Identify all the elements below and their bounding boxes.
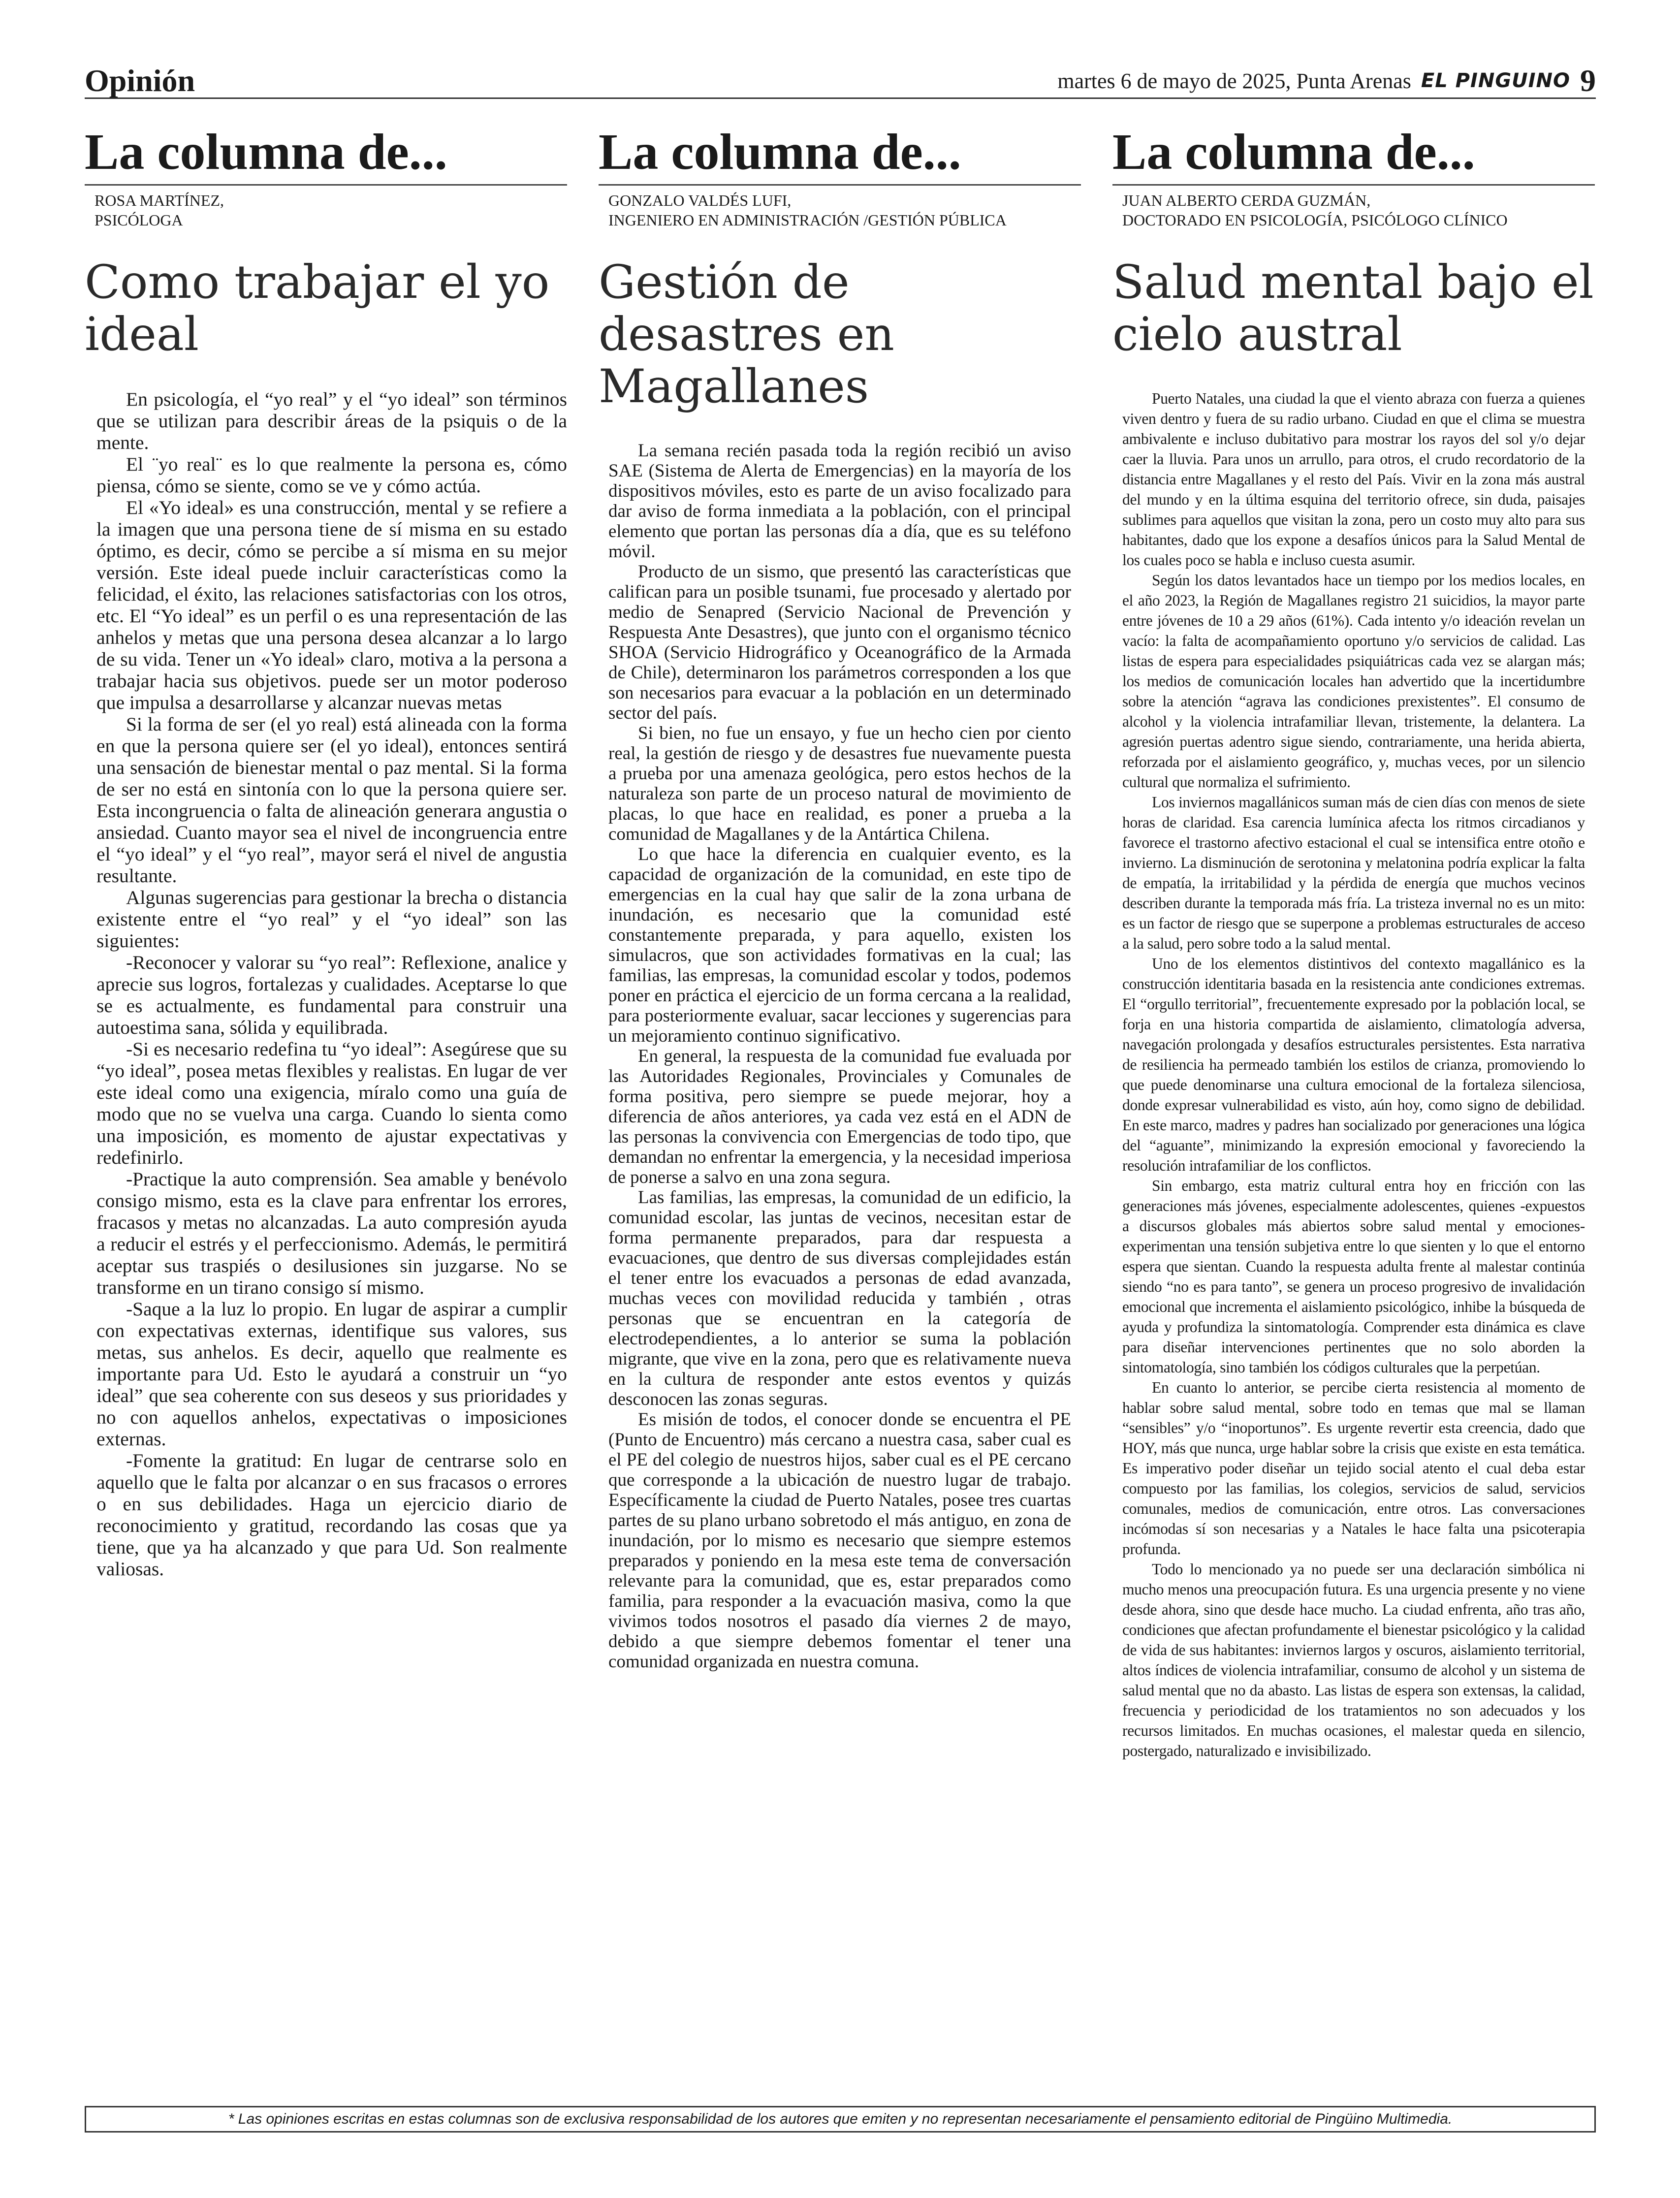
- article-paragraph: -Fomente la gratitud: En lugar de centrarse solo en aquello que le falta por alcanzar o en sus fracasos o errores o en sus debilidades. Haga un ejercicio diario de reconocimiento y gratitud, recordando las cosas que ya tiene, que ya ha alcanzado y que para Ud. Son realmente valiosas.: [96, 1450, 567, 1580]
- article-paragraph: Es misión de todos, el conocer donde se encuentra el PE (Punto de Encuentro) más cercano a nuestra casa, saber cual es el PE del colegio de nuestros hijos, saber cual es el PE cercano que corresponde a la ubicación de nuestro lugar de trabajo. Específicamente la ciudad de Puerto Natales, posee tres cuartas partes de su plano urbano sobretodo el más antiguo, en zona de inundación, por lo mismo es necesario que siempre estemos preparados y poniendo en la mesa este tema de conversación relevante para la comunidad, que es, estar preparados como familia, para responder a la evacuación masiva, como la que vivimos todos nosotros el pasado día viernes 2 de mayo, debido a que siempre debemos fomentar el tener una comunidad organizada en nuestra comuna.: [608, 1409, 1071, 1672]
- author-role: DOCTORADO EN PSICOLOGÍA, PSICÓLOGO CLÍNICO: [1122, 211, 1508, 229]
- author-byline: [608, 191, 1081, 230]
- section-label: Opinión: [85, 63, 195, 98]
- column-kicker: La columna de...: [599, 123, 1081, 186]
- article-paragraph: -Saque a la luz lo propio. En lugar de aspirar a cumplir con expectativas externas, identifique sus valores, sus metas, sus anhelos. Es decir, aquello que realmente es importante para Ud. Esto le ayudará a construir un “yo ideal” que sea coherente con sus deseos y sus prioridades y no con aquellos anhelos, expectativas o imposiciones externas.: [96, 1298, 567, 1450]
- newspaper-logo: EL PINGUINO: [1421, 69, 1570, 92]
- disclaimer-text: * Las opiniones escritas en estas columnas son de exclusiva responsabilidad de los autores que emiten y no representan necesariamente el pensamiento editorial de Pingüino Multimedia.: [228, 2111, 1453, 2127]
- article-paragraph: Lo que hace la diferencia en cualquier evento, es la capacidad de organización de la comunidad, en este tipo de emergencias en la cual hay que salir de la zona urbana de inundación, es necesario que la comunidad esté constantemente preparada, y para aquello, existen los simulacros, que son actividades formativas en la cual; las familias, las empresas, la comunidad escolar y todos, podemos poner en práctica el ejercicio de un forma cercana a la realidad, para posteriormente evaluar, sacar lecciones y sugerencias para un mejoramiento continuo significativo.: [608, 844, 1071, 1046]
- article-paragraph: En cuanto lo anterior, se percibe cierta resistencia al momento de hablar sobre salud mental, sobre todo en temas que mal se llaman “sensibles” y/o “inoportunos”. Es urgente revertir esta creencia, dado que HOY, más que nunca, urge hablar sobre la crisis que existe en esta temática. Es imperativo poder diseñar un tejido social atento el cual deba estar compuesto por las familias, los colegios, servicios de salud, servicios comunales, medios de comunicación, entre otros. Las conversaciones incómodas sí son necesarias y a Natales le hace falta una psicoterapia profunda.: [1122, 1379, 1585, 1558]
- article-paragraph: Algunas sugerencias para gestionar la brecha o distancia existente entre el “yo real” y el “yo ideal” son las siguientes:: [96, 887, 567, 952]
- column-kicker: La columna de...: [1112, 123, 1595, 186]
- article-paragraph: Los inviernos magallánicos suman más de cien días con menos de siete horas de claridad. Esa carencia lumínica afecta los ritmos circadianos y favorece el trastorno afectivo estacional el cual se intensifica entre otoño e invierno. La disminución de serotonina y melatonina podría explicar la falta de empatía, la irritabilidad y la pérdida de energía que muchos vecinos describen durante la temporada más fría. La tristeza invernal no es un mito: es un factor de riesgo que se superpone a problemas estructurales de acceso a la salud, pero sobre todo a la salud mental.: [1122, 794, 1585, 952]
- article-paragraph: -Reconocer y valorar su “yo real”: Reflexione, analice y aprecie sus logros, fortalezas y cualidades. Aceptarse lo que se es actualmente, es fundamental para construir una autoestima sana, sólida y equilibrada.: [96, 952, 567, 1038]
- article-paragraph: Las familias, las empresas, la comunidad de un edificio, la comunidad escolar, las juntas de vecinos, necesitan estar de forma permanente preparados, para dar respuesta a evacuaciones, que dentro de sus diversas complejidades están el tener entre los evacuados a personas de edad avanzada, muchas veces con movilidad reducida y también , otras personas que se encuentran en la categoría de electrodependientes, a lo anterior se suma la población migrante, que vive en la zona, pero que es relativamente nueva en la cultura de responder ante estos eventos y quizás desconocen las zonas seguras.: [608, 1187, 1071, 1409]
- author-byline: [95, 191, 567, 230]
- opinion-column-3: [1112, 123, 1595, 1761]
- article-paragraph: Si bien, no fue un ensayo, y fue un hecho cien por ciento real, la gestión de riesgo y de desastres fue nuevamente puesta a prueba por una amenaza geológica, pero estos hechos de la naturaleza son parte de un proceso natural de movimiento de placas, lo que hace en realidad, es poner a prueba a la comunidad de Magallanes y de la Antártica Chilena.: [608, 723, 1071, 844]
- opinion-column-1: [85, 123, 567, 1580]
- page-header: [85, 63, 1596, 99]
- article-headline: Salud mental bajo el cielo austral: [1112, 255, 1594, 361]
- article-paragraph: Si la forma de ser (el yo real) está alineada con la forma en que la persona quiere ser (el yo ideal), entonces sentirá una sensación de bienestar mental o paz mental. Si la forma de ser no está en sintonía con lo que la persona quiere ser. Esta incongruencia o falta de alineación generara angustia o ansiedad. Cuanto mayor sea el nivel de incongruencia entre el “yo ideal” y el “yo real”, mayor será el nivel de angustia resultante.: [96, 713, 567, 887]
- article-paragraph: -Si es necesario redefina tu “yo ideal”: Asegúrese que su “yo ideal”, posea metas flexibles y realistas. En lugar de ver este ideal como una exigencia, míralo como una guía de modo que no se vuelva una carga. Cuando lo sienta como una imposición, es momento de ajustar expectativas y redefinirlo.: [96, 1038, 567, 1168]
- author-name: ROSA MARTÍNEZ,: [95, 191, 224, 209]
- article-paragraph: Todo lo mencionado ya no puede ser una declaración simbólica ni mucho menos una preocupación futura. Es una urgencia presente y no viene desde ahora, sino que desde hace mucho. La ciudad enfrenta, año tras año, condiciones que afectan profundamente el bienestar psicológico y la calidad de vida de sus habitantes: inviernos largos y oscuros, aislamiento territorial, altos índices de violencia intrafamiliar, consumo de alcohol y un sistema de salud mental que no da abasto. Las listas de espera son extensas, la calidad, frecuencia y periodicidad de los tratamientos no son adecuados y los recursos limitados. En muchas ocasiones, el malestar queda en silencio, postergado, naturalizado e invisibilizado.: [1122, 1561, 1585, 1759]
- article-paragraph: El ¨yo real¨ es lo que realmente la persona es, cómo piensa, cómo se siente, como se ve y cómo actúa.: [96, 453, 567, 497]
- page-number: 9: [1580, 63, 1596, 98]
- opinion-column-2: [599, 123, 1081, 1672]
- disclaimer-box: [85, 2106, 1596, 2133]
- article-paragraph: -Practique la auto comprensión. Sea amable y benévolo consigo mismo, esta es la clave para enfrentar los errores, fracasos y metas no alcanzadas. La auto compresión ayuda a reducir el estrés y el perfeccionismo. Además, le permitirá aceptar sus traspiés o desilusiones sin juzgarse. No se transforme en un tirano consigo sí mismo.: [96, 1168, 567, 1298]
- article-paragraph: Según los datos levantados hace un tiempo por los medios locales, en el año 2023, la Región de Magallanes registro 21 suicidios, la mayor parte entre jóvenes de 10 a 29 años (61%). Cada intento y/o ideación revelan un vacío: la falta de acompañamiento oportuno y/o servicios de calidad. Las listas de espera para especialidades psiquiátricas cada vez se alargan más; los medios de comunicación locales han advertido que la incertidumbre sobre la atención “agrava las condiciones prexistentes”. El consumo de alcohol y la violencia intrafamiliar llevan, tristemente, la delantera. La agresión puertas adentro sigue siendo, contrariamente, una herida abierta, reforzada por el aislamiento geográfico, y, muchas veces, por un silencio cultural que normaliza el sufrimiento.: [1122, 572, 1585, 791]
- article-headline: Como trabajar el yo ideal: [85, 255, 550, 361]
- author-name: GONZALO VALDÉS LUFI,: [608, 191, 792, 209]
- article-paragraph: Producto de un sismo, que presentó las características que califican para un posible tsunami, fue procesado y alertado por medio de Senapred (Servicio Nacional de Prevención y Respuesta Ante Desastres), que junto con el organismo técnico SHOA (Servicio Hidrográfico y Oceanográfico de la Armada de Chile), determinaron los parámetros corresponden a los que son necesarios para evacuar a la población en un determinado sector del país.: [608, 562, 1071, 723]
- author-name: JUAN ALBERTO CERDA GUZMÁN,: [1122, 191, 1371, 209]
- article-paragraph: El «Yo ideal» es una construcción, mental y se refiere a la imagen que una persona tiene de sí misma en su estado óptimo, es decir, cómo se percibe a sí misma en su mejor versión. Este ideal puede incluir características como la felicidad, el éxito, las relaciones satisfactorias con los otros, etc. El “Yo ideal” es un perfil o es una representación de las anhelos y metas que una persona desea alcanzar a lo largo de su vida. Tener un «Yo ideal» claro, motiva a la persona a trabajar hacia sus objetivos. puede ser un motor poderoso que impulsa a desarrollarse y alcanzar nuevas metas: [96, 497, 567, 713]
- publication-date: martes 6 de mayo de 2025, Punta Arenas: [1057, 68, 1411, 93]
- article-headline: Gestión de desastres en Magallanes: [599, 255, 894, 414]
- header-meta: [1057, 63, 1596, 98]
- article-paragraph: La semana recién pasada toda la región recibió un aviso SAE (Sistema de Alerta de Emergencias) en la mayoría de los dispositivos móviles, esto es parte de un aviso focalizado para dar aviso de forma inmediata a la población, con el principal elemento que portan las personas día a día, que es su teléfono móvil.: [608, 441, 1071, 562]
- author-role: INGENIERO EN ADMINISTRACIÓN /GESTIÓN PÚBLICA: [608, 211, 1007, 229]
- column-kicker: La columna de...: [85, 123, 567, 186]
- article-paragraph: Uno de los elementos distintivos del contexto magallánico es la construcción identitaria basada en la resistencia ante condiciones extremas. El “orgullo territorial”, frecuentemente expresado por la población local, se forja en una historia compartida de aislamiento, climatología adversa, navegación prolongada y desafíos estructurales persistentes. Esta narrativa de resiliencia ha permeado también los estilos de crianza, promoviendo lo que puede denominarse una cultura emocional de la fortaleza silenciosa, donde expresar vulnerabilidad es visto, aún hoy, como signo de debilidad. En este marco, madres y padres han socializado por generaciones una lógica del “aguante”, minimizando la expresión emocional y favoreciendo la resolución intrafamiliar de los conflictos.: [1122, 955, 1585, 1174]
- article-paragraph: En psicología, el “yo real” y el “yo ideal” son términos que se utilizan para describir áreas de la psiquis o de la mente.: [96, 388, 567, 453]
- article-body: [1122, 388, 1585, 1761]
- author-byline: [1122, 191, 1595, 230]
- author-role: PSICÓLOGA: [95, 211, 183, 229]
- article-body: [96, 388, 567, 1580]
- article-paragraph: Puerto Natales, una ciudad la que el viento abraza con fuerza a quienes viven dentro y fuera de su radio urbano. Ciudad en que el clima se muestra ambivalente e incluso dubitativo para mostrar los rayos del sol y/o dejar caer la lluvia. Para unos un arrullo, para otros, el crudo recordatorio de la distancia entre Magallanes y el resto del País. Vivir en la zona más austral del mundo y en la última esquina del territorio ofrece, sin duda, paisajes sublimes para aquellos que visitan la zona, pero un costo muy alto para sus habitantes, dado que los expone a desafíos únicos para la Salud Mental de los cuales poco se habla e incluso cuesta asumir.: [1122, 390, 1585, 569]
- article-paragraph: En general, la respuesta de la comunidad fue evaluada por las Autoridades Regionales, Provinciales y Comunales de forma positiva, pero siempre se puede mejorar, hoy a diferencia de años anteriores, ya cada vez está en el ADN de las personas la convivencia con Emergencias de todo tipo, que demandan no enfrentar la emergencia, y la necesidad imperiosa de ponerse a salvo en una zona segura.: [608, 1046, 1071, 1187]
- article-body: [608, 441, 1071, 1672]
- article-paragraph: Sin embargo, esta matriz cultural entra hoy en fricción con las generaciones más jóvenes, especialmente adolescentes, quienes -expuestos a discursos globales más abiertos sobre salud mental y emociones- experimentan una tensión subjetiva entre lo que sienten y lo que el entorno espera que sientan. Cuando la respuesta adulta frente al malestar continúa siendo “no es para tanto”, se genera un proceso progresivo de invalidación emocional que incrementa el aislamiento psicológico, inhibe la búsqueda de ayuda y profundiza la sintomatología. Comprender esta dinámica es clave para diseñar intervenciones pertinentes que no solo aborden la sintomatología, sino también los códigos culturales que la perpetúan.: [1122, 1177, 1585, 1376]
